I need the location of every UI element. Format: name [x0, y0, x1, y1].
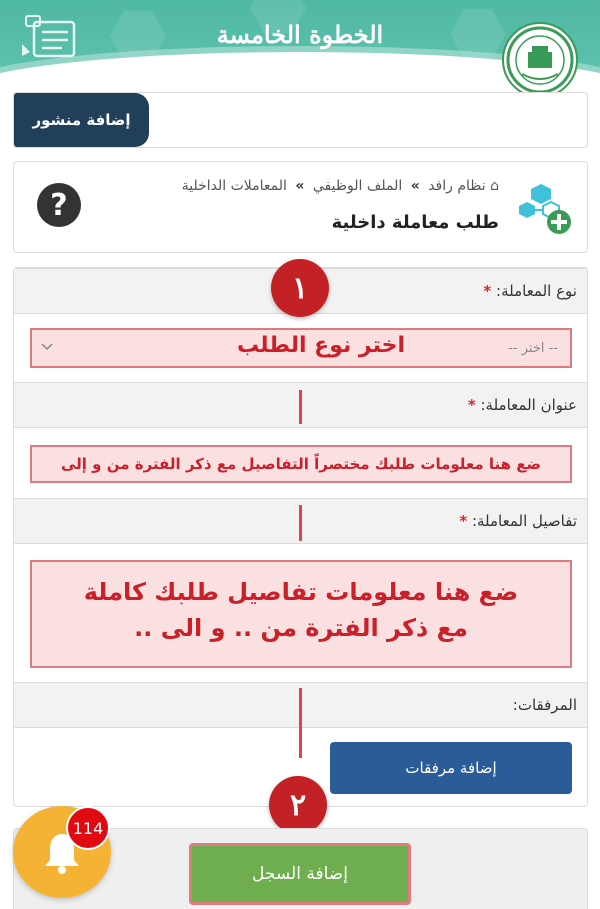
type-select-placeholder: -- اختر --: [508, 341, 558, 356]
details-annotation-line: ضع هنا معلومات تفاصيل طلبك كاملة: [83, 578, 519, 606]
breadcrumb-item[interactable]: الملف الوظيفي: [312, 178, 403, 194]
required-mark: *: [483, 282, 492, 300]
title-input-annotation: ضع هنا معلومات طلبك مختصراً التفاصيل مع ذكر الفترة من و إلى: [61, 455, 541, 473]
chevron-down-icon: [40, 340, 54, 354]
step-badge-1: ١: [271, 259, 329, 317]
required-mark: *: [459, 512, 468, 530]
page-step-title: الخطوة الخامسة: [216, 20, 384, 49]
breadcrumb-card: [13, 161, 588, 253]
annotation-connector: [299, 505, 302, 541]
attachments-label: المرفقات:: [512, 696, 577, 714]
annotation-connector: [299, 390, 302, 424]
transaction-title-input[interactable]: [30, 445, 572, 483]
type-select-annotation: اختر نوع الطلب: [237, 333, 405, 358]
add-record-button[interactable]: إضافة السجل: [189, 843, 411, 905]
transaction-type-select[interactable]: [30, 328, 572, 368]
form-edit-icon[interactable]: [18, 14, 78, 60]
details-label: [459, 512, 577, 530]
post-bar: [13, 92, 588, 148]
required-mark: *: [467, 396, 476, 414]
notification-count-badge: 114: [66, 806, 110, 850]
add-post-button[interactable]: إضافة منشور: [14, 93, 149, 147]
institution-seal-logo: [504, 24, 576, 96]
transaction-form: [13, 267, 588, 807]
type-label: [483, 282, 577, 300]
details-label-text: تفاصيل المعاملة:: [471, 512, 577, 530]
annotation-connector: [299, 688, 302, 758]
breadcrumb-separator: »: [295, 178, 305, 194]
cubes-add-icon: [517, 182, 573, 236]
breadcrumb-item[interactable]: المعاملات الداخلية: [181, 178, 287, 194]
question-icon[interactable]: ?: [37, 183, 81, 227]
title-label-text: عنوان المعاملة:: [480, 396, 577, 414]
institution-logo: [502, 22, 578, 98]
details-annotation-line: مع ذكر الفترة من .. و الى ..: [134, 614, 468, 642]
breadcrumb: [182, 178, 499, 194]
home-icon[interactable]: ⌂: [490, 178, 499, 194]
add-attachments-button[interactable]: إضافة مرفقات: [330, 742, 572, 794]
step-badge-2: ٢: [269, 776, 327, 834]
title-label: [468, 396, 577, 414]
breadcrumb-separator: »: [410, 178, 420, 194]
page-title: طلب معاملة داخلية: [331, 212, 499, 233]
breadcrumb-item[interactable]: نظام رافد: [428, 178, 486, 194]
details-annotation: [32, 574, 570, 646]
type-label-text: نوع المعاملة:: [496, 282, 577, 300]
transaction-details-textarea[interactable]: [30, 560, 572, 668]
